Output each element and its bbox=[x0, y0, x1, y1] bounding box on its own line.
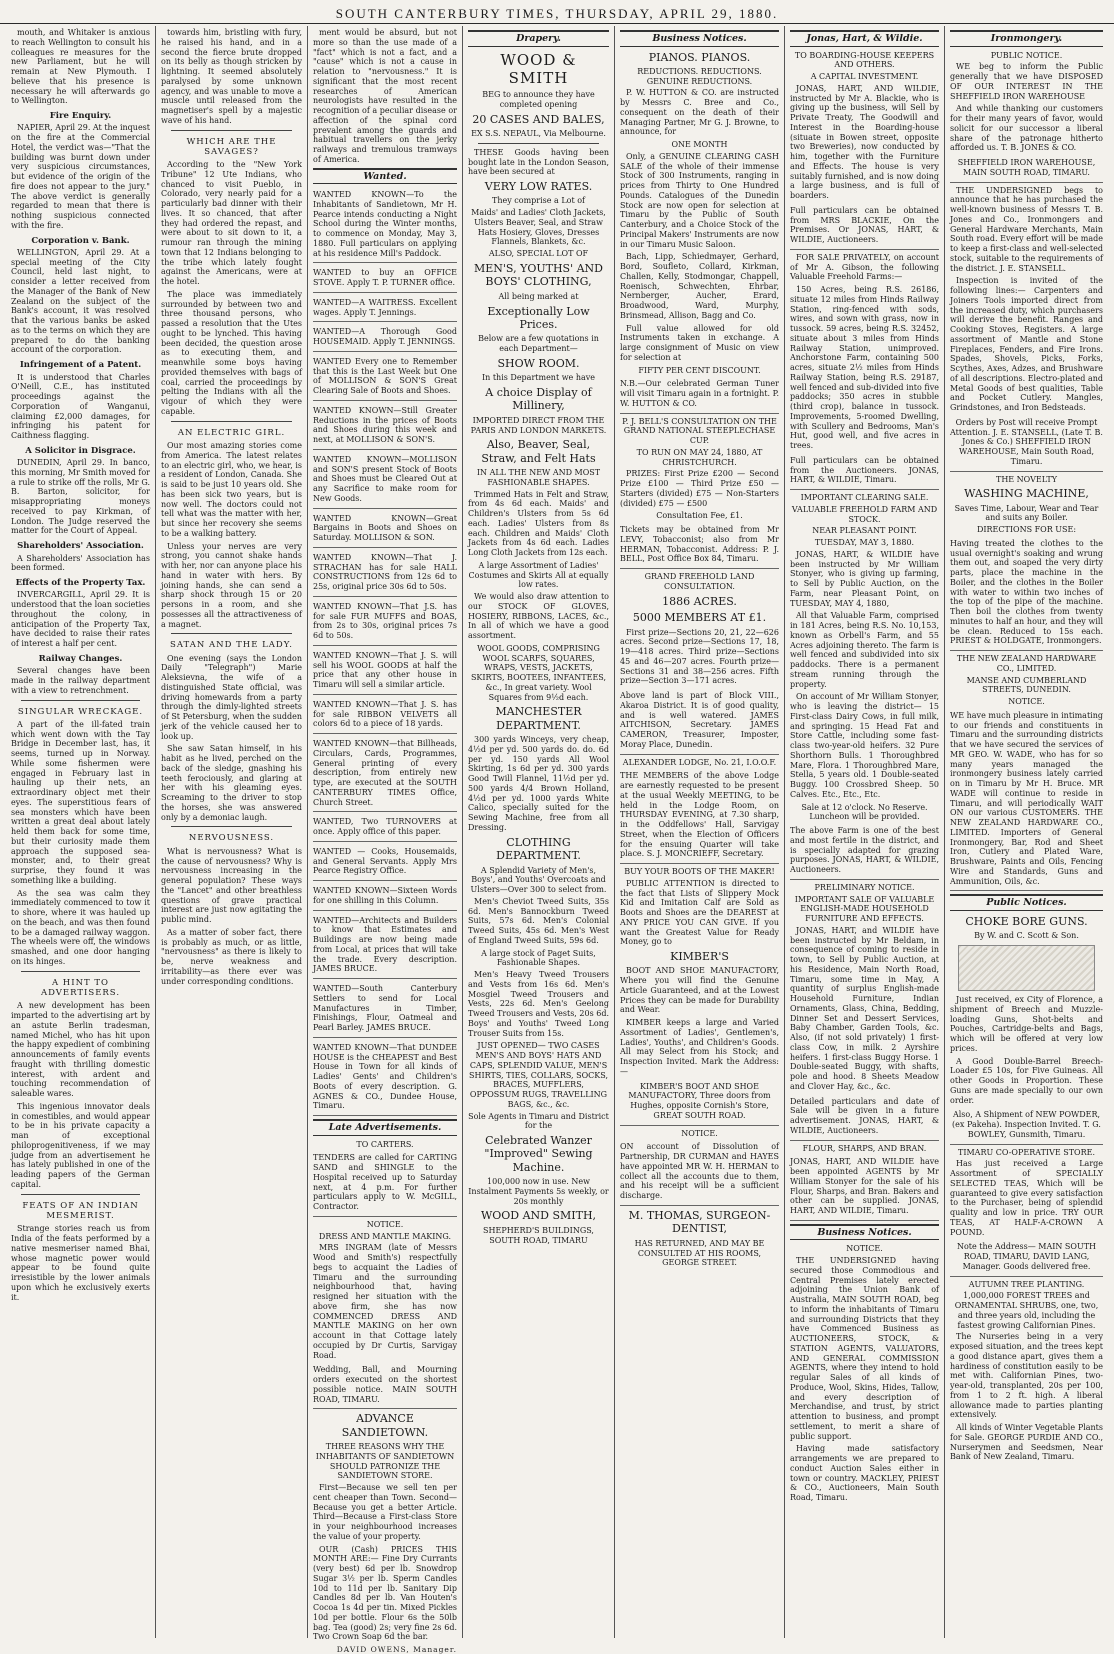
classified-ad: WANTED—Architects and Builders to know that Estimates and Buildings are now being made from Local, at prices that will take the trade. Every description. JAMES BRUCE. bbox=[313, 914, 457, 980]
ad-text: WOOL GOODS, COMPRISING WOOL SCARFS, SQUARES, WRAPS, VESTS, JACKETS, SKIRTS, BOOTEES, INFANTEES, &c., In great variety. Wool Squares from 9½d each. bbox=[470, 643, 607, 702]
ad-subheading: DIRECTIONS FOR USE: bbox=[976, 525, 1077, 535]
ad-subheading: VALUABLE FREEHOLD FARM AND STOCK. bbox=[791, 504, 938, 524]
ad-headline: ALEXANDER LODGE, No. 21, I.O.O.F. bbox=[622, 757, 777, 767]
ad-text: WE beg to inform the Public generally that we have DISPOSED OF OUR INTEREST IN THE SHEFFIELD IRON WAREHOUSE bbox=[950, 62, 1103, 101]
ad-subheading: NEAR PLEASANT POINT. bbox=[812, 526, 917, 536]
ad-text: The Nurseries being in a very exposed situation, and the trees kept a good distance apart, gives them a hardiness of constitution easily to be met with. Californian Pines, two-year-old, transplanted, 20s per 100, from 1 to 2 ft. high. A liberal allowance made to parties planting extensively. bbox=[950, 1332, 1103, 1420]
ad-subheading: DRESS AND MANTLE MAKING. bbox=[318, 1231, 452, 1241]
ad-text: JONAS, HART, AND WILDIE, instructed by Mr A. Blackie, who is giving up the business, will Sell by Private Treaty, The Goodwill and Interest in the Boarding-house (situate in Bowen street, opposite two Breweries), now conducted by him, together with the Furniture and Effects. The house is very suitably furnished, and is now doing a large business, and is full of boarders. bbox=[790, 83, 939, 201]
classified-ad: WANTED KNOWN—Still Greater Reductions in the prices of Boots and Shoes during this week and next, at MOLLISON & SON'S. bbox=[313, 404, 457, 450]
ad-text: Full value allowed for old Instruments taken in exchange. A large consignment of Music on view for selection at bbox=[620, 323, 779, 362]
firm-name: WOOD AND SMITH, bbox=[480, 1209, 597, 1223]
ad-text: MRS INGRAM (late of Messrs Wood and Smith's) respectfully begs to acquaint the Ladies of Timaru and the surrounding neighbourhood that, having resigned her situation with the above firm, she has now COMMENCED DRESS AND MANTLE MAKING on her own account in that Cottage lately occupied by Dr Curtis, Sarvigay Road. bbox=[313, 1243, 457, 1360]
classified-ad: WANTED Every one to Remember that this is the Last Week but One of MOLLISON & SON'S Great Clearing Sale of Boots and Shoes. bbox=[313, 355, 457, 401]
article-text: towards him, bristling with fury, he raised his hand, and in a second the fierce brute dropped on its belly as though stricken by lightning. It seemed absolutely paralysed by some unknown agency, and was unable to move a muscle until released from the magnetiser's spell by a majestic wave of his hand. bbox=[161, 28, 302, 125]
article-text: According to the "New York Tribune" 12 Ute Indians, who chanced to visit Pueblo, in Colorado, very nearly paid for a particularly bad dinner with their lives. It so chanced, that after they had ordered the repast, and were about to sit down to it, a rumour ran through the mining town that 12 Indians belonging to the tribe which lately fought against the Americans, were at the hotel. bbox=[161, 160, 302, 287]
section-header-business: Business Notices. bbox=[790, 1224, 939, 1241]
classified-ad: TENDERS are called for CARTING SAND and SHINGLE to the Hospital received up to Saturday next, at 4 p.m. For further particulars apply to W. McGILL, Contractor. bbox=[313, 1151, 457, 1217]
column-3 bbox=[308, 26, 463, 1654]
ad-text: We would also draw attention to our STOCK OF GLOVES, HOSIERY, RIBBONS, LACES, &c., In all of which we have a good assortment. bbox=[468, 592, 609, 641]
ad-text: ALSO, SPECIAL LOT OF bbox=[488, 249, 589, 259]
ad-text: FOR SALE PRIVATELY, on account of Mr A. Gibson, the following Valuable Freehold Farms:— bbox=[790, 252, 939, 282]
ad-text: 150 Acres, being R.S. 26186, situate 12 miles from Hinds Railway Station, ring-fenced with sods, wires, and sown with grass, now in tussock. 59 acres, being R.S. 32452, situate about 3 miles from Hinds Railway Station, unimproved. Anchorstone Farm, containing 500 acres, situate 2½ miles from Hinds Railway Station, being R.S. 29187, well fenced and sub-divided into five paddocks; 350 acres in stubble (third crop), balance in tussock. Improvements, 5-roomed Dwelling, with Scullery and Bedrooms, Man's Hut, good well, and five acres in trees. bbox=[790, 285, 939, 451]
ad-text: Full particulars can be obtained from the Auctioneers. JONAS, HART, & WILDIE, Timaru. bbox=[790, 454, 939, 490]
ad-headline: IMPORTANT CLEARING SALE. bbox=[800, 493, 929, 503]
divider bbox=[171, 826, 292, 827]
ad-text: A large Assortment of Ladies' Costumes and Skirts All at equally low rates. bbox=[468, 560, 609, 590]
classified-ad: WANTED KNOWN—To the Inhabitants of Sandietown, Mr H. Pearce intends conducting a Night School during the Winter months, to commence on Monday, May 3, 1880. Full particulars on applying at his residence Mill's Paddock. bbox=[313, 188, 457, 263]
ad-heading: NOTICE. bbox=[366, 1219, 404, 1229]
ad-text: Trimmed Hats in Felt and Straw, from 4s 6d each. Maids' and Children's Ulsters from 5s 6d each. Ladies' Ulsters from 8s each. Children and Maids' Cloth Jackets from 4s 6d each. Ladies Long Cloth Jackets from 12s each. bbox=[468, 489, 609, 558]
ad-text: A Splendid Variety of Men's, Boys', and Youths' Overcoats and Ulsters—Over 300 to select from. bbox=[470, 865, 607, 895]
ad-headline: PUBLIC NOTICE. bbox=[990, 50, 1063, 60]
ad-headline: M. THOMAS, SURGEON-DENTIST, bbox=[628, 1208, 771, 1236]
column-6 bbox=[785, 26, 945, 1638]
section-header-auctioneers: Jonas, Hart, & Wildie. bbox=[790, 30, 939, 47]
classified-ad: WANTED to buy an OFFICE STOVE. Apply T. P. TURNER office. bbox=[313, 266, 457, 293]
ad-text: BOOT AND SHOE MANUFACTORY, Where you will find the Genuine Article Guaranteed, and at the Lowest Prices they can be made for Durability and Wear. bbox=[620, 966, 779, 1015]
ad-headline: MANCHESTER DEPARTMENT. bbox=[495, 705, 582, 732]
article-text: Several changes have been made in the railway department with a view to retrenchment. bbox=[11, 666, 150, 695]
ad-headline: FLOUR, SHARPS, AND BRAN. bbox=[802, 1143, 927, 1153]
ad-headline: TIMARU CO-OPERATIVE STORE. bbox=[957, 1147, 1096, 1157]
article-text: Strange stories reach us from India of the feats performed by a native mesmeriser named Bhai, whose magnetic power would appear to be found quite irresistible by the lower animals upon which he exclusively exerts it. bbox=[11, 1224, 150, 1302]
ad-date: TUESDAY, MAY 3, 1880. bbox=[814, 538, 915, 548]
ad-headline: Also, Beaver, Seal, Straw, and Felt Hats bbox=[481, 438, 596, 465]
divider bbox=[171, 130, 292, 131]
ad-headline: Exceptionally Low Prices. bbox=[487, 304, 590, 331]
column-2 bbox=[156, 26, 308, 1638]
article-text: As a matter of sober fact, there is probably as much, or as little, "nervousness" as there is likely to be, nerve weakness and irritability—as there ever was under corresponding conditions. bbox=[161, 927, 302, 986]
ad-headline: 5000 MEMBERS AT £1. bbox=[632, 611, 767, 625]
ad-headline: GRAND FREEHOLD LAND CONSULTATION. bbox=[644, 572, 755, 591]
ad-text: Sale at 12 o'clock. No Reserve. Luncheon will be provided. bbox=[801, 802, 928, 822]
article-text: Our most amazing stories come from America. The latest relates to an electric girl, who, we hear, is a resident of London, Canada. She is said to be just 10 years old. She has been sick two years, but is now well. The doctors could not tell what was the matter with her, but since her recovery she seems to be a walking battery. bbox=[161, 441, 302, 538]
ad-text: 100,000 now in use. New Instalment Payments 5s weekly, or 20s monthly bbox=[468, 1177, 609, 1206]
ad-text: N.B.—Our celebrated German Tuner will visit Timaru again in a fortnight. P. W. HUTTON & CO. bbox=[620, 377, 779, 413]
classified-ad: WANTED KNOWN—MOLLISON and SON'S present Stock of Boots and Shoes must be Cleared Out at any Sacrifice to make room for New Goods. bbox=[313, 453, 457, 509]
ad-heading: TO CARTERS. bbox=[356, 1139, 414, 1149]
firm-name: KIMBER'S bbox=[670, 950, 729, 964]
article-text: A new development has been imparted to the advertising art by an astute Berlin tradesman, named Michel, who has hit upon the happy expedient of combining announcements of family events fraught with thrilling domestic interest, with ardent and touching recommendation of saleable wares. bbox=[11, 1001, 150, 1099]
ad-text: All kinds of Winter Vegetable Plants for Sale. GEORGE PURDIE AND CO., Nurserymen and Seedsmen, Near Bank of New Zealand, Timaru. bbox=[950, 1423, 1103, 1462]
ad-headline: THE NOVELTY bbox=[995, 474, 1057, 484]
ad-text: Having made satisfactory arrangements we are prepared to conduct Auction Sales either in town or country. MACKLEY, PRIEST & CO., Auctioneers, Main South Road, Timaru. bbox=[790, 1444, 939, 1503]
ad-headline: NOTICE. bbox=[846, 1244, 883, 1254]
ad-text: Note the Address— MAIN SOUTH ROAD, TIMARU, DAVID LANG, Manager. Goods delivered free. bbox=[950, 1240, 1103, 1276]
ad-text: FIFTY PER CENT DISCOUNT. bbox=[638, 365, 761, 375]
article-title: AN ELECTRIC GIRL. bbox=[177, 427, 286, 438]
article-text: It is understood that Charles O'Neill, C.E., has instituted proceedings against the Corporation of Wanganui, claiming £2,000 damages, for infringing his patent for Caithness flagging. bbox=[11, 372, 150, 441]
gun-illustration bbox=[958, 945, 1095, 991]
divider bbox=[21, 971, 140, 972]
article-heading: Railway Changes. bbox=[38, 653, 123, 664]
ad-text: PUBLIC ATTENTION is directed to the fact that Lists of Slippery Mock Kid and Imitation Calf are Sold as Boots and Shoes are the DEAREST at ANY PRICE YOU CAN GIVE. If you want the Greatest Value for Ready Money, go to bbox=[620, 878, 779, 947]
classified-ad: WANTED KNOWN—Sixteen Words for one shilling in this Column. bbox=[313, 884, 457, 911]
ad-text: OUR (Cash) PRICES THIS MONTH ARE:— Fine Dry Currants (very best) 6d per lb. Snowdrop Sugar 3½ per lb. Sperm Candles 10d to 11d per lb. Sanitary Dip Candles 8d per lb. Van Houten's Cocoa 1s 4d per tin. Mixed Pickles 10d per bottle. Flour 6s the 50lb bag. Tea (good) 2s; very fine 2s 6d. Two Crown Soap 6d the bar. bbox=[313, 1544, 457, 1642]
classified-ad: WANTED — Cooks, Housemaids, and General Servants. Apply Mrs Pearce Registry Office. bbox=[313, 845, 457, 881]
ad-text: Only, a GENUINE CLEARING CASH SALE of the whole of their immense Stock of 300 Instruments, ranging in prices from Thirty to One Hundred Pounds. Catalogues of the Dunedin Stock are now open for selection at Timaru by the Public of South Canterbury, and a Choice Stock of the Principal Makers' Instruments are now in our Timaru Music Saloon. bbox=[620, 151, 779, 249]
classified-ad: WANTED, Two TURNOVERS at once. Apply office of this paper. bbox=[313, 815, 457, 842]
ad-headline: 1886 ACRES. bbox=[662, 594, 737, 608]
ad-subheading: A CAPITAL INVESTMENT. bbox=[810, 72, 919, 82]
ad-text: First—Because we sell ten per cent cheaper than Town. Second—Because you get a better Article. Third—Because a First-class Store in your neighbourhood increases the value of your property. bbox=[313, 1483, 457, 1541]
ad-text: Men's Heavy Tweed Trousers and Vests from 16s 6d. Men's Mosgiel Tweed Trousers and Vests, 22s 6d. Men's Geelong Tweed Trousers and Vests, 20s 6d. Boys' and Youths' Tweed Long Trouser Suits from 15s. bbox=[468, 970, 609, 1038]
article-text: mouth, and Whitaker is anxious to reach Wellington to consult his colleagues re measures for the new Parliament, but he will remain at New Plymouth. I believe that his presence is necessary he will afterwards go to Wellington. bbox=[11, 28, 150, 106]
article-heading: A Solicitor in Disgrace. bbox=[25, 445, 136, 456]
article-text: As the sea was calm they immediately commenced to tow it to shore, where it was hauled up on the beach, and was then found to be a damaged railway waggon. The wheels were off, the windows smashed, and one door hanging on its hinges. bbox=[11, 888, 150, 966]
section-header-late-ads: Late Advertisements. bbox=[313, 1119, 457, 1136]
column-5 bbox=[615, 26, 785, 1638]
ad-text: EX S.S. NEPAUL, Via Melbourne. bbox=[471, 129, 606, 139]
ad-text: IMPORTED DIRECT FROM THE PARIS AND LONDON MARKETS. bbox=[470, 415, 607, 435]
article-title: NERVOUSNESS. bbox=[188, 833, 275, 844]
ad-text: JONAS, HART, and WILDIE have been instructed by Mr Beldam, in consequence of coming to reside in town, to Sell by Public Auction, at his Residence, Main North Road, Timaru, some time in May, A quantity of surplus English-made Household Furniture, Indian Ornaments, Glass, China, Bedding, Dinner Set and Dessert Services, Baby Chamber, Garden Tools, &c. Also, (if not sold privately) 1 first-class Cow, in milk. 2 Ayrshire heifers. 1 first-class Buggy Horse. 1 Double-seated Buggy, with shafts, pole and hood. 8 Sheets Meadow and Clover Hay, &c., &c. bbox=[790, 925, 939, 1091]
ad-list: Inspection is invited of the following lines:— Carpenters and Joiners Tools imported direct from the increased duty, which purchasers will derive the benefit. Ranges and Cooking Stoves, Registers. A large assortment of Mantle and Stone Fireplaces, Fenders, and Fire Irons. Spades, Shovels, Picks, Forks, Scythes, Axes, Adzes, and Brushware of all descriptions. Electro-plated and Metal Goods of best qualities, Table and Pocket Cutlery. Mangles, Grindstones, and Iron Bedsteads. bbox=[950, 276, 1103, 413]
ad-headline: 20 CASES AND BALES, bbox=[472, 112, 605, 126]
divider bbox=[21, 700, 140, 701]
column-7 bbox=[945, 26, 1108, 1638]
ad-headline: SHOW ROOM. bbox=[497, 356, 580, 370]
ad-subheading: MANSE AND CUMBERLAND STREETS, DUNEDIN. bbox=[966, 675, 1087, 695]
ad-text: Tickets may be obtained from Mr LEVY, Tobacconist; also from Mr HERMAN, Tobacconist. Address: P. J. BELL, Post Office Box 84, Timaru. bbox=[620, 523, 779, 569]
ad-text: Has just received a Large Assortment of SPECIALLY SELECTED TEAS, Which will be guaranteed to give every satisfaction to the Purchaser, being of splendid quality and low in price. TRY OUR TEAS, AT HALF-A-CROWN A POUND. bbox=[950, 1159, 1103, 1237]
ad-headline: CHOKE BORE GUNS. bbox=[965, 915, 1088, 929]
ad-text: JONAS, HART, AND WILDIE have been appointed AGENTS by Mr William Stonyer for the sale of his Flour, Sharps, and Bran. Bakers and other can be supplied. JONAS, HART, AND WILDIE, Timaru. bbox=[790, 1155, 939, 1221]
newspaper-masthead: SOUTH CANTERBURY TIMES, THURSDAY, APRIL 29, 1880. bbox=[0, 0, 1114, 24]
ad-text: SHEFFIELD IRON WAREHOUSE, MAIN SOUTH ROAD, TIMARU. bbox=[950, 156, 1103, 183]
ad-text: KIMBER keeps a large and Varied Assortment of Ladies', Gentlemen's, Ladies', Youths', and Children's Goods. All may Select from his Stock; and Inspection Invited. Mark the Address:— bbox=[620, 1018, 779, 1076]
ad-title: ADVANCE SANDIETOWN. bbox=[341, 1412, 429, 1439]
column-1 bbox=[6, 26, 156, 1638]
ad-text: Having treated the clothes to the usual overnight's soaking and wrung them out, and soaped the very dirty parts, place the machine in the Boiler, and the clothes in the Boiler with water to within two inches of the top of the pipe of the machine. Then boil the clothes from twenty minutes to half an hour, and they will be clean. Reduced to 15s each. PRIEST & HOLDGATE, Ironmongers. bbox=[950, 537, 1103, 651]
ad-text: JONAS, HART, & WILDIE have been instructed by Mr William Stonyer, who is giving up farming, to Sell by Public Auction, on the Farm, near Pleasant Point, on TUESDAY, MAY 4, 1880, bbox=[790, 549, 939, 608]
ad-text: ONE MONTH bbox=[671, 140, 728, 150]
article-heading: Corporation v. Bank. bbox=[31, 235, 130, 246]
ad-text: 300 yards Winceys, very cheap, 4½d per yd. 500 yards do. do. 6d per yd. 150 yards All Wool Skirting, 1s 6d per yd. 300 yards Good Twill Flannel, 11½d per yd. 500 yards 4/4 Brown Holland, 4½d per yd. 1000 yards White Calico, specially suited for the Sewing Machine, free from all Dressing. bbox=[468, 735, 609, 832]
ad-text: Just received, ex City of Florence, a shipment of Breech and Muzzle-loading Guns, Shot-belts and Pouches, Cartridge-belts and Bags, which will be offered at very low prices. bbox=[950, 995, 1103, 1053]
ad-text: And while thanking our customers for their many years of favor, would solicit for our successor a liberal share of the patronage hitherto afforded us. T. B. JONES & CO. bbox=[950, 104, 1103, 153]
ad-text: BEG to announce they have completed opening bbox=[482, 90, 595, 109]
section-header-public-notices: Public Notices. bbox=[950, 894, 1103, 911]
article-text: A Shareholders' Association has been formed. bbox=[11, 553, 150, 573]
ad-text: HAS RETURNED, AND MAY BE CONSULTED AT HIS ROOMS, GEORGE STREET. bbox=[634, 1238, 765, 1268]
column-4 bbox=[463, 26, 615, 1638]
firm-name: WOOD & SMITH bbox=[500, 50, 577, 87]
ad-text: IN ALL THE NEW AND MOST FASHIONABLE SHAPES. bbox=[476, 468, 601, 487]
classified-ad: WANTED KNOWN—that Billheads, Circulars, Cards, Programmes, General printing of every description, from entirely new type, are executed at the SOUTH CANTERBURY TIMES Office, Church Street. bbox=[313, 737, 457, 812]
classified-ad: WANTED—A WAITRESS. Excellent wages. Apply T. Jennings. bbox=[313, 296, 457, 323]
section-header-ironmongery: Ironmongery. bbox=[950, 30, 1103, 47]
ad-headline: Celebrated Wanzer "Improved" Sewing Machine. bbox=[484, 1134, 593, 1174]
ad-list: On account of Mr William Stonyer, who is leaving the district— 15 First-class Dairy Cows, in full milk, and springing. 15 Head Fat and Store Cattle, including some fast-class two-year-old heifers. 32 Pure Shorthorn Bulls. 1 Thoroughbred Mare, Flora. 1 Thoroughbred Mare, Stella, 5 years old. 1 Double-seated Buggy. 100 Crossbred Sheep. 50 Calves. Etc., Etc., Etc. bbox=[790, 692, 939, 799]
ad-text: They comprise a Lot of bbox=[491, 196, 586, 206]
ad-text: By W. and C. Scott & Son. bbox=[974, 931, 1079, 941]
ad-headline: CLOTHING DEPARTMENT. bbox=[496, 835, 581, 863]
divider bbox=[478, 143, 599, 144]
ad-headline: VERY LOW RATES. bbox=[484, 180, 593, 194]
ad-headline: PIANOS. PIANOS. bbox=[648, 50, 751, 64]
ad-headline: MEN'S, YOUTHS' AND BOYS' CLOTHING, bbox=[473, 261, 603, 289]
ad-headline: THE NEW ZEALAND HARDWARE CO., LIMITED. bbox=[956, 654, 1097, 673]
ad-headline: NOTICE. bbox=[1008, 697, 1045, 707]
ad-text: P. W. HUTTON & CO. are instructed by Messrs C. Bree and Co., consequent on the death of their Managing Partner, Mr G. J. Browne, to announce, for bbox=[620, 88, 779, 137]
divider bbox=[171, 421, 292, 422]
article-heading: Infringement of a Patent. bbox=[19, 360, 142, 371]
classified-ad: WANTED KNOWN—That DUNDEE HOUSE is the CHEAPEST and Best House in Town for all kinds of Ladies' Gents' and Children's Boots of every description. G. AGNES & CO., Dundee House, Timaru. bbox=[313, 1041, 457, 1116]
ad-signature: DAVID OWENS, Manager. bbox=[336, 1645, 457, 1654]
article-title: FEATS OF AN INDIAN MESMERIST. bbox=[22, 1200, 139, 1221]
ad-text: JUST OPENED— TWO CASES MEN'S AND BOYS' HATS AND CAPS, SPLENDID VALUE, MEN'S SHIRTS, TIES, COLLARS, SOCKS, BRACES, MUFFLERS, OPPOSSUM RUGS, TRAVELLING BAGS, &c., &c. bbox=[469, 1041, 608, 1109]
ad-text: Orders by Post will receive Prompt Attention. J. E. STANSELL, (Late T. B. Jones & Co.) SHEFFIELD IRON WAREHOUSE, Main South Road, Timaru. bbox=[950, 416, 1103, 472]
section-header-business: Business Notices. bbox=[620, 30, 779, 47]
article-title: WHICH ARE THE SAVAGES? bbox=[186, 136, 277, 157]
article-text: A part of the ill-fated train which went down with the Tay Bridge in December last, has, it seems, turned up in Norway. While some fishermen were engaged in February last in hauling up their nets, an extraordinary object met their eyes. The superstitious fears of sea monsters which have been written a great deal about lately held them back for some time, but their curiosity made them approach the supposed sea-monster, and, to their great surprise, they found it was something like a building. bbox=[11, 719, 150, 885]
article-heading: Shareholders' Association. bbox=[17, 541, 144, 552]
classified-ad: WANTED KNOWN—That J.S. has for sale FUR MUFFS and BOAS, from 2s to 30s, original prices 7s 6d to 50s. bbox=[313, 600, 457, 646]
article-text: What is nervousness? What is the cause of nervousness? Why is nervousness increasing in the general population? These ways the "Lancet" and other breathless questions of grave practical interest are just now agitating the public mind. bbox=[161, 846, 302, 925]
ad-text: THE MEMBERS of the above Lodge are earnestly requested to be present at the usual Weekly MEETING, to be held in the Lodge Room, on THURSDAY EVENING, at 7.30 sharp, in the Oddfellows' Hall, Sarvigay Street, when the Election of Officers for the ensuing Quarter will take place. S. J. MONCRIEFF, Secretary. bbox=[620, 769, 779, 864]
ad-text: ON account of Dissolution of Partnership, DR CURMAN and HAYES have appointed MR W. H. HERMAN to collect all the accounts due to them, and his receipt will be a sufficient discharge. bbox=[620, 1140, 779, 1206]
ad-subheading: IMPORTANT SALE OF VALUABLE ENGLISH-MADE HOUSEHOLD FURNITURE AND EFFECTS. bbox=[794, 894, 935, 924]
ad-text: WE have much pleasure in intimating to our friends and constituents in Timaru and the surrounding districts that we have secured the services of MR GEO. W. WADE, who has for so many years managed the ironmongery business lately carried on in Timaru by Mr H. Bruce. MR WADE will continue to reside in Timaru, and will periodically WAIT ON our various CUSTOMERS. THE NEW ZEALAND HARDWARE CO., LIMITED. Importers of General Ironmongery, Bar, Rod and Sheet Iron, Cutlery and Plated Ware, Brushware, Paints and Oils, Fencing Wire and Standards, Guns and Ammunition, Oils, &c. bbox=[950, 709, 1103, 892]
ad-text: THESE Goods having been bought late in the London Season, have been secured at bbox=[468, 147, 609, 177]
classified-ad: WANTED KNOWN—Great Bargains in Boots and Shoes on Saturday. MOLLISON & SON. bbox=[313, 512, 457, 548]
article-heading: Fire Enquiry. bbox=[49, 111, 112, 121]
newspaper-columns bbox=[6, 26, 1108, 1654]
classified-ad: WANTED KNOWN—That J. STRACHAN has for sale HALL CONSTRUCTIONS from 12s 6d to 25s, original price 30s 6d to 50s. bbox=[313, 551, 457, 597]
divider bbox=[21, 1194, 140, 1195]
ad-headline: NOTICE. bbox=[681, 1128, 718, 1138]
section-header-drapery: Drapery. bbox=[468, 30, 609, 47]
article-text: This ingenious innovator deals in comestibles, and would appear to be in his private capacity a man of exceptional philoprogenitiveness, if we may judge from an advertisement he has lately published in one of the leading papers of the German capital. bbox=[11, 1101, 150, 1189]
classified-ad: WANTED—A Thorough Good HOUSEMAID. Apply T. JENNINGS. bbox=[313, 325, 457, 352]
ad-headline: AUTUMN TREE PLANTING. bbox=[968, 1279, 1085, 1289]
ad-text: Detailed particulars and date of Sale will be given in a future advertisement. JONAS, HART, & WILDIE, Auctioneers. bbox=[790, 1095, 939, 1141]
ad-text: Men's Cheviot Tweed Suits, 35s 6d. Men's Bannockburn Tweed Suits, 57s 6d. Men's Colonial Tweed Suits, 45s 6d. Men's West of England Tweed Suits, 59s 6d. bbox=[468, 896, 609, 945]
ad-text: In this Department we have bbox=[481, 373, 596, 383]
ad-text: All that Valuable Farm, comprised in 181 Acres, being R.S. No. 10,153, known as Orbell's Farm, and 55 Acres adjoining thereto. The farm is well fenced and subdivided into six paddocks. There is a permanent stream running through the property. bbox=[790, 611, 939, 689]
ad-text: THE UNDERSIGNED having secured those Commodious and Central Premises lately erected adjoining the Union Bank of Australia, MAIN SOUTH ROAD, beg to inform the inhabitants of Timaru and surrounding Districts that they have Commenced Business as AUCTIONEERS, STOCK, & STATION AGENTS, VALUATORS, AND GENERAL COMMISSION AGENTS, where they intend to hold regular Sales of all kinds of Produce, Wool, Skins, Hides, Tallow, and every description of Merchandise, and trust, by strict attention to business, and prompt settlement, to merit a share of public support. bbox=[790, 1256, 939, 1441]
ad-text: Sole Agents in Timaru and District for the bbox=[468, 1111, 609, 1131]
article-text: NAPIER, April 29. At the inquest on the fire at the Commercial Hotel, the verdict was—"That the building was burnt down under very suspicious circumstances, but evidence of the origin of the fire does not appear to the jury." The above verdict is generally regarded to mean that there is nothing suspicious connected with the fire. bbox=[11, 123, 150, 230]
ad-headline: WASHING MACHINE, bbox=[964, 487, 1089, 501]
ad-text: Below are a few quotations in each Department— bbox=[478, 334, 599, 354]
article-text: The place was immediately surrounded by between two and three thousand persons, who passed a resolution that the Utes ought to be lynched. This having been decided, the question arose as to executing them, and meanwhile some boys having provided themselves with bags of coal, carried the proceedings by pelting the Indians with all the vigour of which they were capable. bbox=[161, 289, 302, 416]
ad-text: PRIZES: First Prize £200 — Second Prize £100 — Third Prize £50 — Starters (divided) £75 — Non-Starters (divided) £75 — £500 bbox=[620, 469, 779, 508]
ad-text: TO RUN ON MAY 24, 1880, AT CHRISTCHURCH. bbox=[636, 447, 763, 467]
ad-text: Consultation Fee, £1. bbox=[656, 511, 743, 521]
ad-headline: 1,000,000 FOREST TREES and ORNAMENTAL SHRUBS, one, two, and three years old, including the fastest growing Californian Pines. bbox=[954, 1291, 1099, 1330]
classified-ad: WANTED KNOWN—That J. S. has for sale RIBBON VELVETS all colors 6d to a piece of 18 yards. bbox=[313, 698, 457, 734]
firm-address: SHEPHERD'S BUILDINGS, SOUTH ROAD, TIMARU bbox=[483, 1225, 594, 1245]
ad-text: Wedding, Ball, and Mourning orders executed on the shortest possible notice. MAIN SOUTH ROAD, TIMARU. bbox=[313, 1363, 457, 1409]
ad-text: Saves Time, Labour, Wear and Tear and suits any Boiler. bbox=[954, 503, 1099, 523]
article-text: INVERCARGILL, April 29. It is understood that the loan societies throughout the colony, in anticipation of the Property Tax, have decided to raise their rates of interest a half per cent. bbox=[11, 590, 150, 649]
ad-text: Above land is part of Block VIII., Akaroa District. It is of good quality, and is well watered. JAMES AITCHISON, Secretary. JAMES CAMERON, Treasurer, Imposter, Moray Place, Dunedin. bbox=[620, 689, 779, 755]
ad-text: The above Farm is one of the best and most fertile in the district, and is specially adapted for grazing purposes. JONAS, HART, & WILDIE, Auctioneers. bbox=[790, 824, 939, 880]
article-text: DUNEDIN, April 29. In banco, this morning, Mr Smith moved for a rule to strike off the rolls, Mr G. B. Barton, solicitor, for misappropriating moneys received to pay Kirkman, of London. The Judge reserved the matter for the Court of Appeal. bbox=[11, 458, 150, 536]
classified-ad: WANTED—South Canterbury Settlers to send for Local Manufactures in Timber, Finishings, Flour, Oatmeal and Pearl Barley. JAMES BRUCE. bbox=[313, 982, 457, 1038]
article-title: SATAN AND THE LADY. bbox=[170, 640, 293, 651]
ad-text: KIMBER'S BOOT AND SHOE MANUFACTORY, Three doors from Hughes, opposite Cornish's Store, GREAT SOUTH ROAD. bbox=[620, 1080, 779, 1126]
ad-text: THE UNDERSIGNED begs to announce that he has purchased the well-known business of Messrs T. B. Jones and Co., Ironmongers and General Hardware Merchants, Main South road. Every effort will be made to keep a first-class and well-selected stock, suitable to the requirements of the district. J. E. STANSELL. bbox=[950, 185, 1103, 273]
ad-text: A Good Double-Barrel Breech-Loader £5 10s, for Five Guineas. All other Goods in Proportion. These Guns are made specially to our own order. bbox=[950, 1056, 1103, 1105]
ad-text: All being marked at bbox=[498, 291, 579, 301]
ad-text: A large stock of Paget Suits, Fashionable Shapes. bbox=[481, 948, 596, 968]
article-text: ment would be absurd, but not more so than the use made of a "fact" which is not a fact, and a "cause" which is not a cause in relation to "nervousness." It is significant that the most recent researches of American neurologists have resulted in the recognition of a peculiar disease or affection of the spinal cord prevalent among the guards and habitual travellers on the jerky railways and tremulous tramways of America. bbox=[313, 28, 457, 164]
article-title: SINGULAR WRECKAGE. bbox=[17, 706, 144, 717]
classified-ad: WANTED KNOWN—That J. S. will sell his WOOL GOODS at half the price that any other house in Timaru will sell a similar article. bbox=[313, 649, 457, 695]
ad-headline: TO BOARDING-HOUSE KEEPERS AND OTHERS. bbox=[794, 50, 935, 70]
article-text: WELLINGTON, April 29. At a special meeting of the City Council, held last night, to consider a letter received from the Manager of the Bank of New Zealand on the subject of the Bank's account, it was resolved that the various banks be asked as to the terms on which they are prepared to do the banking account of the corporation. bbox=[11, 247, 150, 355]
article-text: One evening (says the London Daily "Telegraph") Marie Aleksievna, the wife of a distinguished State official, was driving homewards from a party through the dimly-lighted streets of St Petersburg, when the sudden jerk of the vehicle caused her to look up. bbox=[161, 653, 302, 741]
ad-headline: BUY YOUR BOOTS OF THE MAKER! bbox=[624, 867, 775, 877]
ad-text: Also, A Shipment of NEW POWDER, (ex Pakeha). Inspection Invited. T. G. BOWLEY, Gunsmith, Timaru. bbox=[950, 1108, 1103, 1144]
ad-headline: A choice Display of Millinery, bbox=[485, 386, 592, 413]
article-text: She saw Satan himself, in his habit as he lived, perched on the back of the sledge, gnashing his teeth ferociously, and glaring at her with his gleaming eyes. Screaming to the driver to stop the horses, she was answered only by a demoniac laugh. bbox=[161, 744, 302, 822]
article-title: A HINT TO ADVERTISERS. bbox=[40, 977, 121, 998]
ad-text: Full particulars can be obtained from MRS BLACKIE, On the Premises. Or JONAS, HART, & WILDIE, Auctioneers. bbox=[790, 204, 939, 250]
ad-headline: P. J. BELL'S CONSULTATION ON THE GRAND NATIONAL STEEPLECHASE CUP. bbox=[622, 416, 777, 446]
article-text: Unless your nerves are very strong, you cannot shake hands with her, nor can anyone place his hand in water with hers. By joining hands, she can send a sharp shock through 15 or 20 persons in a room, and she possesses all the attractiveness of a magnet. bbox=[161, 541, 302, 629]
ad-headline: PRELIMINARY NOTICE. bbox=[814, 882, 915, 892]
ad-text: REDUCTIONS. REDUCTIONS. GENUINE REDUCTIONS. bbox=[637, 66, 762, 86]
section-header-wanted: Wanted. bbox=[313, 168, 457, 185]
article-heading: Effects of the Property Tax. bbox=[15, 578, 146, 589]
ad-text: First prize—Sections 20, 21, 22—626 acres. Second prize—Sections 17, 18, 19—418 acres. Third prize—Sections 45 and 46—207 acres. Fourth prize—Sections 31 and 38—256 acres. Fifth prize—Section 3—171 acres. bbox=[620, 627, 779, 686]
ad-text: THREE REASONS WHY THE INHABITANTS OF SANDIETOWN SHOULD PATRONIZE THE SANDIETOWN STORE. bbox=[315, 1442, 455, 1481]
ad-list: Maids' and Ladies' Cloth Jackets, Ulsters Beaver, Seal, and Straw Hats Hosiery, Gloves, Dresses Flannels, Blankets, &c. bbox=[471, 208, 606, 247]
ad-list: Bach, Lipp, Schiedmayer, Gerhard, Bord, Soufleto, Collard, Kirkman, Challen, Kelly, Stodmongar, Chappell, Roenisch, Schwechten, Ehrbar, Nernberger, Aucher, Erard, Broadwood, Ward, Murphy, Brinsmead, Allison, Bagg and Co. bbox=[620, 252, 779, 320]
divider bbox=[171, 633, 292, 634]
